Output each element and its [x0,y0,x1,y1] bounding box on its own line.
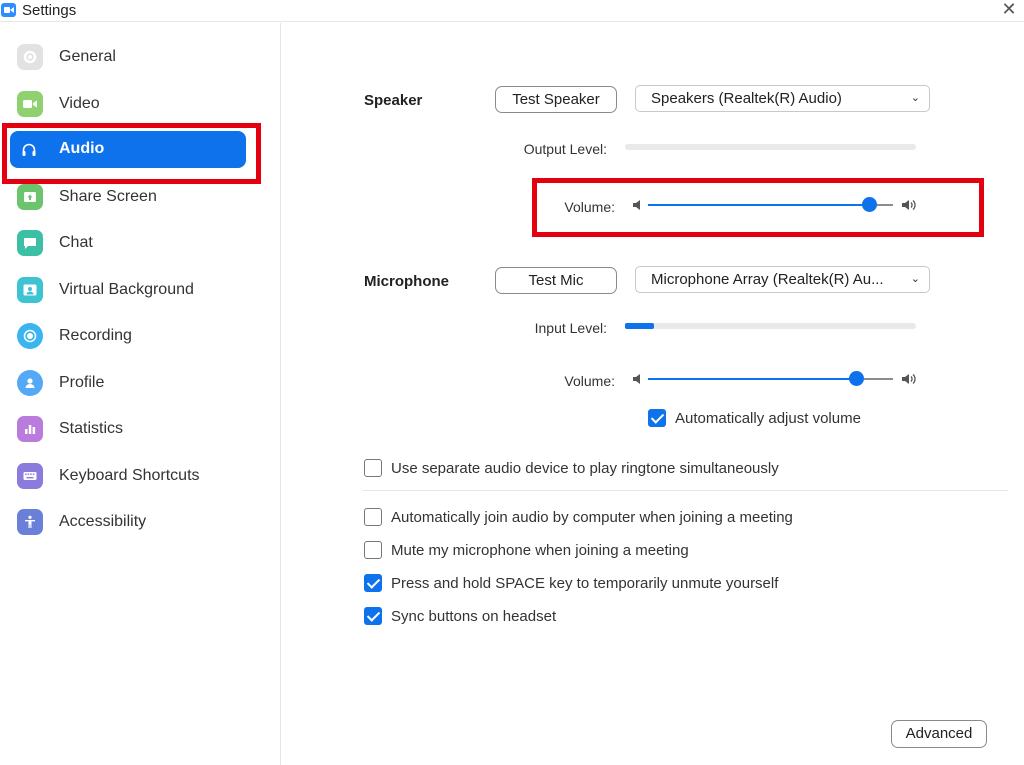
sidebar-item-label: Profile [59,374,105,391]
volume-high-icon[interactable] [900,198,918,212]
sidebar-item-audio[interactable] [0,129,281,173]
speaker-volume-slider[interactable] [648,197,893,213]
speaker-device-select[interactable] [635,85,930,112]
close-button[interactable]: ✕ [1001,0,1017,19]
sidebar-item-label: Statistics [59,420,124,437]
input-level-fill [625,323,654,329]
space-unmute-label: Press and hold SPACE key to temporarily unmute yourself [391,575,779,592]
share-screen-icon [17,184,43,210]
sidebar-item-label: Video [59,95,100,112]
keyboard-icon [17,463,43,489]
chevron-down-icon: ⌄ [910,92,920,104]
speaker-volume-knob[interactable] [862,197,877,212]
microphone-volume-rest [864,378,893,380]
space-unmute-checkbox[interactable] [364,574,382,592]
test-mic-button[interactable]: Test Mic [495,267,617,294]
virtual-background-icon [17,277,43,303]
divider [363,490,1008,491]
sidebar-item-video[interactable] [0,83,281,127]
separate-ringtone-label: Use separate audio device to play ringtone simultaneously [391,460,779,477]
advanced-button[interactable]: Advanced [891,720,987,748]
profile-icon [17,370,43,396]
auto-join-audio-checkbox[interactable] [364,508,382,526]
sidebar-item-accessibility[interactable] [0,501,281,545]
chevron-down-icon: ⌄ [910,273,920,285]
speaker-volume-label: Volume: [564,199,615,215]
microphone-device-select[interactable] [635,266,930,293]
output-level-label: Output Level: [523,141,607,157]
statistics-icon [17,416,43,442]
speaker-section-title: Speaker [364,92,423,109]
speaker-device-value: Speakers (Realtek(R) Audio) [651,90,842,107]
sidebar-item-virtual-background[interactable] [0,269,281,313]
settings-sidebar [0,23,281,765]
mute-mic-label: Mute my microphone when joining a meeting [391,542,689,559]
microphone-device-value: Microphone Array (Realtek(R) Au... [651,271,884,288]
chat-icon [17,230,43,256]
zoom-app-icon [1,3,16,17]
sidebar-item-label: Keyboard Shortcuts [59,467,200,484]
active-item-highlight [10,131,246,168]
volume-low-icon[interactable] [631,372,649,386]
microphone-volume-slider[interactable] [648,371,893,387]
microphone-volume-label: Volume: [564,373,615,389]
auto-adjust-volume-label: Automatically adjust volume [675,410,861,427]
audio-settings-panel [282,23,1024,765]
microphone-volume-track [648,378,856,380]
sidebar-item-recording[interactable] [0,315,281,359]
microphone-section-title: Microphone [364,273,449,290]
microphone-volume-knob[interactable] [849,371,864,386]
title-bar [0,0,1024,22]
gear-icon [17,44,43,70]
sidebar-item-keyboard-shortcuts[interactable] [0,455,281,499]
sync-headset-checkbox[interactable] [364,607,382,625]
sidebar-item-label: Share Screen [59,188,157,205]
output-level-meter [625,144,916,150]
sidebar-item-statistics[interactable] [0,408,281,452]
sidebar-item-label: Chat [59,234,93,251]
video-camera-icon [17,91,43,117]
auto-join-audio-label: Automatically join audio by computer when joining a meeting [391,509,793,526]
sidebar-item-label: Audio [59,140,105,157]
sidebar-item-general[interactable] [0,36,281,80]
sidebar-item-share-screen[interactable] [0,176,281,220]
sidebar-item-label: Accessibility [59,513,147,530]
separate-ringtone-checkbox[interactable] [364,459,382,477]
sync-headset-label: Sync buttons on headset [391,608,557,625]
speaker-volume-rest [877,204,893,206]
recording-icon [17,323,43,349]
volume-low-icon[interactable] [631,198,649,212]
mute-mic-checkbox[interactable] [364,541,382,559]
sidebar-item-chat[interactable] [0,222,281,266]
input-level-label: Input Level: [534,320,607,336]
input-level-meter [625,323,916,329]
headphones-icon [16,137,42,163]
sidebar-item-label: Recording [59,327,132,344]
speaker-volume-track [648,204,869,206]
sidebar-item-profile[interactable] [0,362,281,406]
sidebar-item-label: General [59,48,116,65]
window-title: Settings [22,2,77,19]
accessibility-icon [17,509,43,535]
sidebar-item-label: Virtual Background [59,281,194,298]
volume-high-icon[interactable] [900,372,918,386]
auto-adjust-volume-checkbox[interactable] [648,409,666,427]
test-speaker-button[interactable]: Test Speaker [495,86,617,113]
